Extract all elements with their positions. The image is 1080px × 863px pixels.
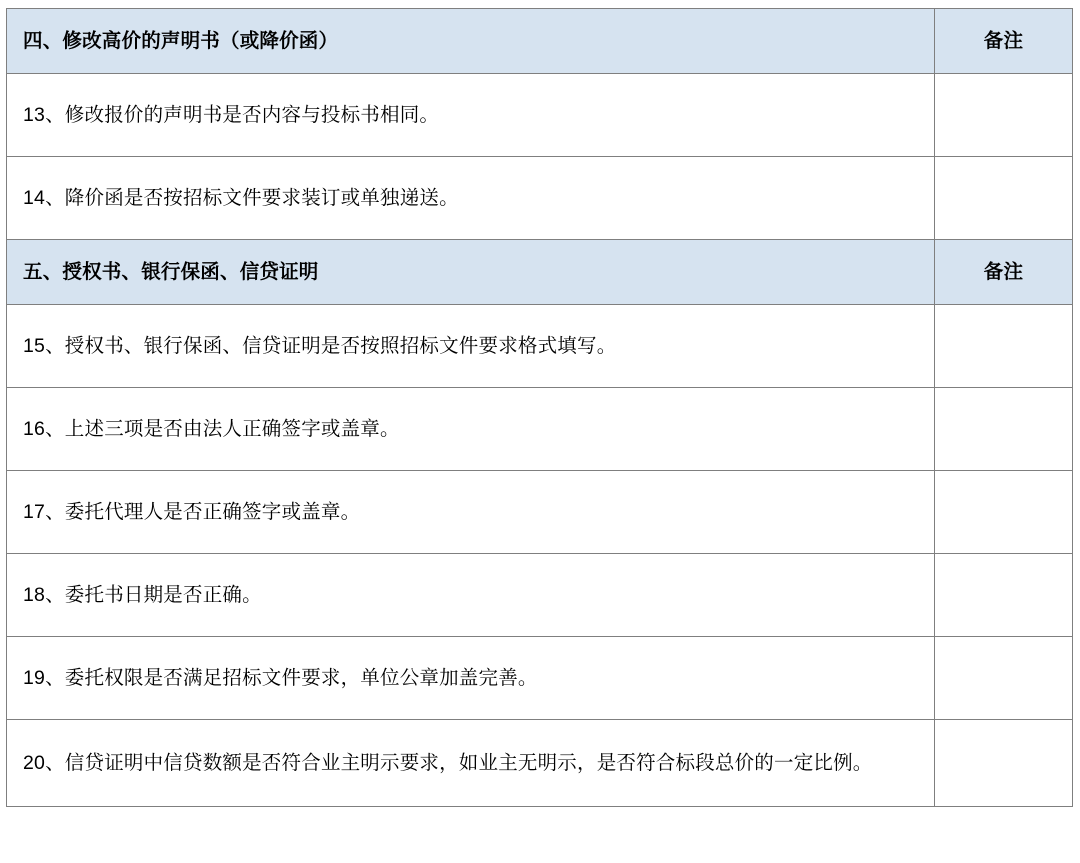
item-label: 16、上述三项是否由法人正确签字或盖章。 [23, 417, 400, 440]
table-row [7, 74, 1073, 157]
section-title: 四、修改高价的声明书（或降价函） [23, 29, 339, 52]
table-row [7, 720, 1073, 807]
item-text-cell [7, 637, 935, 720]
section-note-cell [935, 9, 1073, 74]
table-row [7, 305, 1073, 388]
table-row [7, 554, 1073, 637]
item-note-cell[interactable] [935, 554, 1073, 637]
item-note-cell[interactable] [935, 157, 1073, 240]
item-text-cell [7, 305, 935, 388]
item-label: 18、委托书日期是否正确。 [23, 583, 262, 606]
item-note-cell[interactable] [935, 720, 1073, 807]
item-note-cell[interactable] [935, 305, 1073, 388]
section-title-cell [7, 9, 935, 74]
item-label: 13、修改报价的声明书是否内容与投标书相同。 [23, 103, 440, 126]
checklist-table [6, 8, 1073, 807]
item-text-cell [7, 388, 935, 471]
item-note-cell[interactable] [935, 471, 1073, 554]
item-label: 20、信贷证明中信贷数额是否符合业主明示要求，如业主无明示，是否符合标段总价的一定比例。 [23, 751, 873, 774]
section-title-cell [7, 240, 935, 305]
item-text-cell [7, 471, 935, 554]
item-text-cell [7, 74, 935, 157]
table-section-row [7, 240, 1073, 305]
section-note-cell [935, 240, 1073, 305]
note-header: 备注 [983, 29, 1024, 52]
checklist-body [7, 9, 1073, 807]
table-section-row [7, 9, 1073, 74]
section-title: 五、授权书、银行保函、信贷证明 [23, 260, 319, 283]
table-row [7, 157, 1073, 240]
item-text-cell [7, 157, 935, 240]
note-header: 备注 [983, 260, 1024, 283]
table-row [7, 388, 1073, 471]
item-label: 19、委托权限是否满足招标文件要求，单位公章加盖完善。 [23, 666, 538, 689]
item-note-cell[interactable] [935, 74, 1073, 157]
item-note-cell[interactable] [935, 388, 1073, 471]
item-label: 17、委托代理人是否正确签字或盖章。 [23, 500, 361, 523]
table-row [7, 471, 1073, 554]
item-label: 15、授权书、银行保函、信贷证明是否按照招标文件要求格式填写。 [23, 334, 617, 357]
item-text-cell [7, 720, 935, 807]
item-label: 14、降价函是否按招标文件要求装订或单独递送。 [23, 186, 459, 209]
item-note-cell[interactable] [935, 637, 1073, 720]
table-row [7, 637, 1073, 720]
item-text-cell [7, 554, 935, 637]
